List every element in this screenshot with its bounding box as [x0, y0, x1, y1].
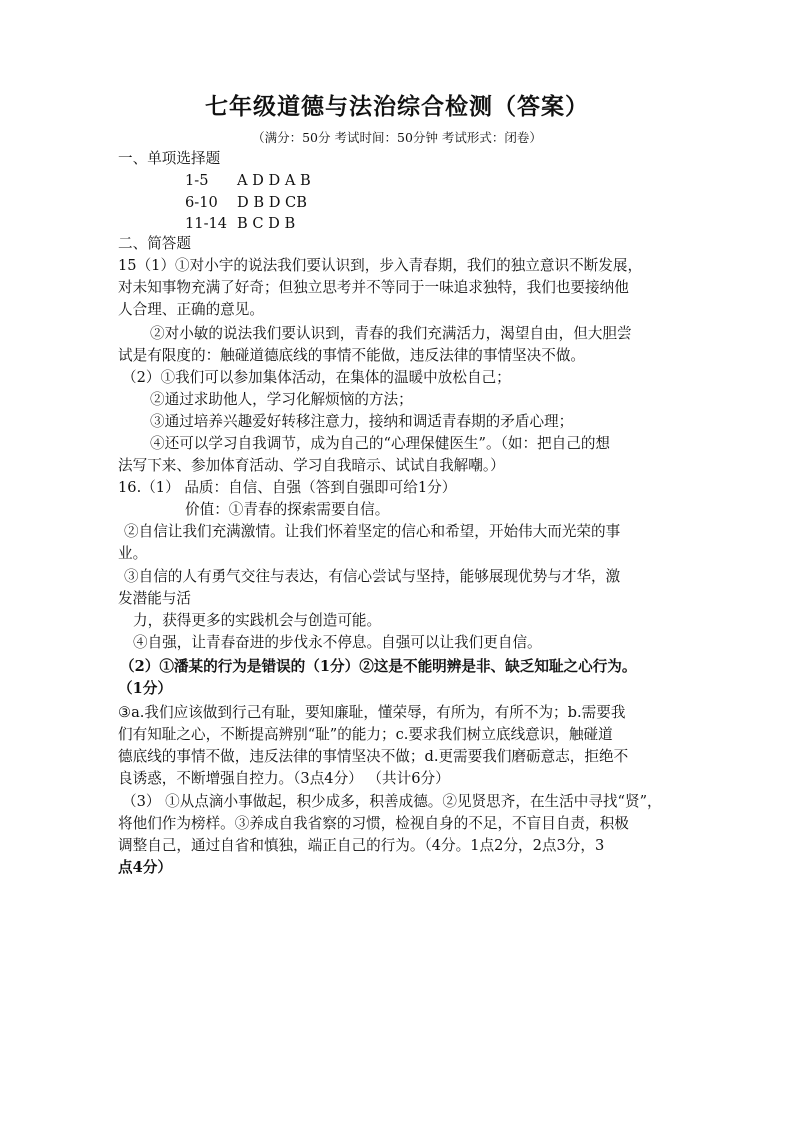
mc-range: 1-5: [185, 172, 209, 189]
answer-line: （2）①我们可以参加集体活动，在集体的温暖中放松自己；: [122, 369, 511, 386]
mc-letters: D B D CB: [237, 194, 307, 211]
answer-line: ③a.我们应该做到行己有耻，要知廉耻，懂荣辱，有所为，有所不为；b.需要我: [118, 704, 626, 721]
answer-line: 16.（1） 品质：自信、自强（答到自强即可给1分）: [118, 479, 457, 496]
answer-line: 试是有限度的：触碰道德底线的事情不能做，违反法律的事情坚决不做。: [118, 347, 586, 364]
section-heading-choice: 一、单项选择题: [118, 150, 221, 167]
mc-letters: B C D B: [237, 215, 296, 232]
answer-line: 发潜能与活: [118, 590, 191, 607]
answer-line: ②对小敏的说法我们要认识到，青春的我们充满活力，渴望自由，但大胆尝: [150, 325, 632, 342]
mc-answer-row: [185, 192, 307, 214]
mc-letters: A D D A B: [237, 172, 311, 189]
answer-line: ④还可以学习自我调节，成为自己的“心理保健医生”。（如：把自己的想: [150, 435, 611, 452]
answer-line: （2）①潘某的行为是错误的（1分）②这是不能明辨是非、缺乏知耻之心行为。: [120, 658, 637, 675]
section-heading-short-answer: 二、简答题: [118, 235, 191, 252]
answer-line: 德底线的事情不做，违反法律的事情坚决不做；d.更需要我们磨砺意志，拒绝不: [118, 748, 629, 765]
mc-range: 6-10: [185, 194, 218, 211]
page-title: 七年级道德与法治综合检测（答案）: [205, 93, 589, 120]
mc-answer-row: [185, 170, 311, 192]
mc-range: 11-14: [185, 215, 228, 232]
answer-line: 良诱惑，不断增强自控力。（3点4分） （共计6分）: [118, 770, 450, 787]
answer-line: 们有知耻之心，不断提高辨别“耻”的能力；c.要求我们树立底线意识，触碰道: [118, 726, 613, 743]
mc-answer-row: [185, 213, 295, 235]
answer-line: ③通过培养兴趣爱好转移注意力，接纳和调适青春期的矛盾心理；: [150, 413, 574, 430]
answer-line: （3） ①从点滴小事做起，积少成多，积善成德。②见贤思齐，在生活中寻找“贤”，: [122, 793, 662, 810]
answer-line: ④自强，让青春奋进的步伐永不停息。自强可以让我们更自信。: [133, 634, 542, 651]
answer-line: 价值：①青春的探索需要自信。: [185, 501, 390, 518]
answer-line: 15（1）①对小宇的说法我们要认识到，步入青春期，我们的独立意识不断发展，: [118, 257, 643, 274]
answer-line: 人合理、正确的意见。: [118, 301, 264, 318]
answer-line: ②通过求助他人，学习化解烦恼的方法；: [150, 391, 413, 408]
answer-line: 业。: [118, 545, 148, 562]
answer-line: 点4分）: [118, 859, 172, 876]
answer-line: 法写下来、参加体育活动、学习自我暗示、试试自我解嘲。）: [118, 457, 505, 474]
exam-info: （满分：50分 考试时间：50分钟 考试形式：闭卷）: [252, 130, 542, 145]
answer-line: 调整自己，通过自省和慎独，端正自己的行为。（4分。1点2分，2点3分，3: [118, 837, 605, 854]
answer-line: 将他们作为榜样。③养成自我省察的习惯，检视自身的不足，不盲目自责，积极: [118, 815, 629, 832]
answer-line: 力，获得更多的实践机会与创造可能。: [133, 612, 382, 629]
answer-line: ③自信的人有勇气交往与表达，有信心尝试与坚持，能够展现优势与才华，激: [124, 568, 621, 585]
answer-line: 对未知事物充满了好奇；但独立思考并不等同于一味追求独特，我们也要接纳他: [118, 279, 629, 296]
answer-line: ②自信让我们充满激情。让我们怀着坚定的信心和希望，开始伟大而光荣的事: [124, 523, 621, 540]
answer-line: （1分）: [118, 680, 172, 697]
